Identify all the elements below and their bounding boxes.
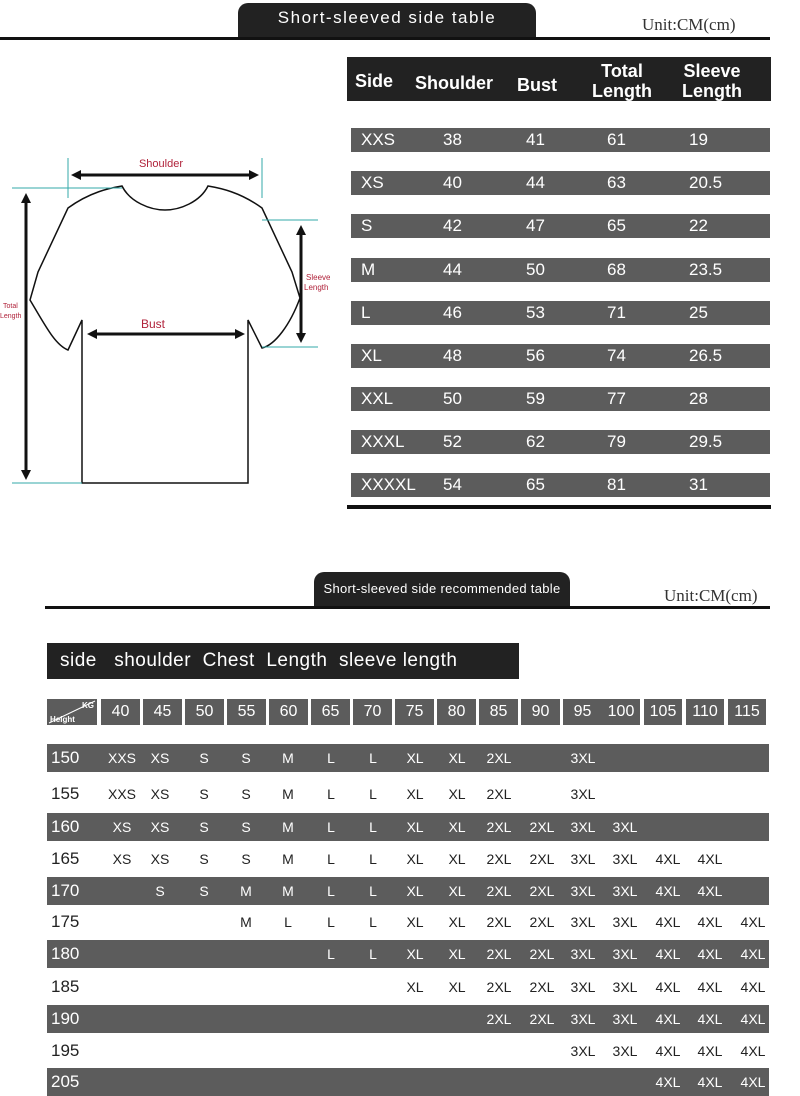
size-recommendation-cell: 4XL — [655, 979, 681, 995]
size-recommendation-cell: 4XL — [655, 1074, 681, 1090]
size-recommendation-cell: L — [369, 786, 377, 802]
kg-header-cell: 40 — [101, 699, 140, 725]
size-recommendation-cell: 2XL — [486, 946, 512, 962]
size-cell: 56 — [526, 346, 545, 365]
size-recommendation-cell: S — [241, 750, 251, 766]
size-recommendation-cell: XS — [150, 819, 170, 835]
bust-label: Bust — [140, 317, 166, 331]
size-recommendation-cell: 3XL — [570, 979, 596, 995]
recommend-row — [47, 1037, 769, 1065]
kg-header-cell: 90 — [521, 699, 560, 725]
size-recommendation-cell: 3XL — [570, 1011, 596, 1027]
size-table-title-tab — [238, 3, 536, 39]
size-recommendation-cell: S — [199, 819, 209, 835]
size-recommendation-cell: M — [240, 883, 252, 899]
size-cell: 50 — [443, 389, 462, 408]
size-recommendation-cell: XL — [406, 979, 424, 995]
kg-header-cell: 110 — [686, 699, 724, 725]
size-recommendation-cell: 4XL — [697, 1011, 723, 1027]
hdr-bust: Bust — [517, 75, 557, 95]
size-table-title: Short-sleeved side table — [277, 8, 497, 27]
size-recommendation-cell: XL — [406, 851, 424, 867]
size-cell: 40 — [443, 173, 462, 192]
kg-header-cell: 80 — [437, 699, 476, 725]
size-recommendation-cell: L — [369, 750, 377, 766]
recommend-row — [47, 877, 769, 905]
size-recommendation-cell: 3XL — [570, 851, 596, 867]
size-recommendation-cell: M — [282, 819, 294, 835]
hdr-sleeve-length: Sleeve Length — [682, 61, 742, 101]
size-cell: 65 — [526, 475, 545, 494]
size-recommendation-cell: L — [369, 946, 377, 962]
kg-header-cell: 45 — [143, 699, 182, 725]
size-recommendation-cell: M — [282, 883, 294, 899]
size-recommendation-cell: XS — [150, 851, 170, 867]
size-recommendation-cell: M — [240, 914, 252, 930]
size-cell: 65 — [607, 216, 626, 235]
size-recommendation-cell: 4XL — [697, 851, 723, 867]
size-recommendation-cell: XS — [150, 750, 170, 766]
recommend-row — [47, 973, 769, 1001]
size-row — [351, 171, 770, 195]
size-cell: 63 — [607, 173, 626, 192]
size-cell: 52 — [443, 432, 462, 451]
size-recommendation-cell: XL — [448, 914, 466, 930]
size-recommendation-cell: 4XL — [655, 946, 681, 962]
kg-header-cell: 115 — [728, 699, 766, 725]
size-recommendation-cell: 2XL — [529, 979, 555, 995]
hdr-side: Side — [354, 71, 393, 91]
size-recommendation-cell: 4XL — [697, 883, 723, 899]
size-recommendation-cell: M — [282, 851, 294, 867]
size-cell: XXXL — [361, 432, 405, 451]
size-recommendation-cell: L — [327, 786, 335, 802]
size-cell: 53 — [526, 303, 545, 322]
kg-header-cell: 60 — [269, 699, 308, 725]
size-cell: 38 — [443, 130, 462, 149]
shoulder-label: Shoulder — [138, 158, 184, 170]
recommend-title-tab — [314, 572, 570, 608]
height-value: 180 — [51, 944, 80, 963]
recommend-rule — [45, 606, 770, 609]
size-cell: 71 — [607, 303, 626, 322]
recommend-row — [47, 813, 769, 841]
size-recommendation-cell: S — [199, 750, 209, 766]
size-cell: 48 — [443, 346, 462, 365]
size-recommendation-cell: 3XL — [570, 1043, 596, 1059]
size-recommendation-cell: XL — [406, 914, 424, 930]
size-recommendation-cell: 4XL — [740, 946, 766, 962]
size-recommendation-cell: 3XL — [612, 1043, 638, 1059]
sleeve-length-label-1: Sleeve — [306, 273, 330, 282]
recommend-header-text: side shoulder Chest Length sleeve length — [60, 650, 458, 671]
kg-header-cell: 75 — [395, 699, 434, 725]
size-recommendation-cell: S — [241, 819, 251, 835]
size-cell: 28 — [689, 389, 708, 408]
sleeve-length-label-2: Length — [304, 283, 329, 292]
size-recommendation-cell: 2XL — [529, 946, 555, 962]
hdr-total-length: Total Length — [592, 61, 652, 101]
size-recommendation-cell: 3XL — [570, 819, 596, 835]
size-recommendation-cell: 3XL — [570, 883, 596, 899]
size-recommendation-cell: XL — [448, 979, 466, 995]
recommend-row — [47, 1068, 769, 1096]
recommend-row — [47, 940, 769, 968]
size-cell: 25 — [689, 303, 708, 322]
size-recommendation-cell: 3XL — [612, 914, 638, 930]
hdr-shoulder: Shoulder — [414, 73, 493, 93]
kg-header-cell: 70 — [353, 699, 392, 725]
size-recommendation-cell: 3XL — [612, 819, 638, 835]
size-recommendation-cell: 4XL — [655, 914, 681, 930]
height-kg-corner — [47, 699, 97, 725]
kg-header-cell: 95 — [563, 699, 602, 725]
height-value: 190 — [51, 1009, 80, 1028]
kg-header-cell: 55 — [227, 699, 266, 725]
size-recommendation-cell: L — [327, 946, 335, 962]
size-recommendation-cell: L — [327, 750, 335, 766]
recommend-title: Short-sleeved side recommended table — [323, 581, 561, 596]
size-recommendation-cell: 2XL — [529, 914, 555, 930]
size-recommendation-cell: XL — [406, 750, 424, 766]
size-recommendation-cell: XL — [406, 786, 424, 802]
size-cell: M — [361, 260, 376, 279]
size-recommendation-cell: XL — [406, 819, 424, 835]
size-recommendation-cell: XL — [406, 946, 424, 962]
size-recommendation-cell: 4XL — [740, 1011, 766, 1027]
size-recommendation-cell: 2XL — [529, 1011, 555, 1027]
size-recommendation-cell: XL — [448, 819, 466, 835]
size-recommendation-cell: XS — [112, 851, 132, 867]
size-recommendation-cell: 4XL — [740, 914, 766, 930]
size-cell: 44 — [443, 260, 462, 279]
size-row — [351, 214, 770, 238]
recommend-header — [47, 643, 519, 679]
size-recommendation-cell: 2XL — [486, 851, 512, 867]
size-recommendation-cell: 2XL — [529, 883, 555, 899]
size-recommendation-cell: 2XL — [486, 819, 512, 835]
corner-height: Height — [50, 715, 75, 724]
size-recommendation-cell: S — [241, 851, 251, 867]
size-recommendation-cell: 4XL — [697, 979, 723, 995]
size-row — [351, 387, 770, 411]
size-cell: 54 — [443, 475, 462, 494]
size-cell: 41 — [526, 130, 545, 149]
size-recommendation-cell: XL — [448, 946, 466, 962]
size-recommendation-cell: L — [369, 914, 377, 930]
height-value: 205 — [51, 1072, 80, 1091]
recommend-row — [47, 780, 769, 808]
size-cell: XS — [361, 173, 384, 192]
size-recommendation-cell: 4XL — [697, 914, 723, 930]
height-value: 185 — [51, 977, 80, 996]
size-recommendation-cell: M — [282, 786, 294, 802]
kg-header-cell: 100 — [602, 699, 640, 725]
size-table-unit: Unit:CM(cm) — [642, 15, 736, 34]
tshirt-diagram — [0, 150, 330, 495]
size-cell: 29.5 — [689, 432, 723, 451]
size-recommendation-cell: 4XL — [655, 851, 681, 867]
size-cell: 68 — [607, 260, 626, 279]
size-recommendation-cell: XL — [448, 851, 466, 867]
size-row — [351, 430, 770, 454]
size-recommendation-cell: 2XL — [486, 883, 512, 899]
size-row — [351, 473, 770, 497]
total-length-label-2: Length — [0, 313, 22, 320]
size-recommendation-cell: XL — [448, 883, 466, 899]
size-recommendation-cell: 3XL — [570, 946, 596, 962]
size-cell: 81 — [607, 475, 626, 494]
size-cell: 79 — [607, 432, 626, 451]
kg-header-cell: 50 — [185, 699, 224, 725]
size-recommendation-cell: S — [199, 883, 209, 899]
size-recommendation-cell: 4XL — [655, 1011, 681, 1027]
size-recommendation-cell: XS — [112, 819, 132, 835]
size-recommendation-cell: 4XL — [697, 1074, 723, 1090]
size-recommendation-cell: 2XL — [486, 786, 512, 802]
size-recommendation-cell: S — [241, 786, 251, 802]
size-cell: L — [361, 303, 371, 322]
size-cell: 46 — [443, 303, 462, 322]
size-recommendation-cell: 3XL — [570, 750, 596, 766]
size-row — [351, 258, 770, 282]
size-table-rule — [0, 37, 770, 40]
size-recommendation-cell: 3XL — [612, 851, 638, 867]
size-cell: S — [361, 216, 373, 235]
size-recommendation-cell: 4XL — [740, 1043, 766, 1059]
kg-header-cell: 105 — [644, 699, 682, 725]
size-cell: XXS — [361, 130, 396, 149]
recommend-row — [47, 845, 769, 873]
size-cell: 22 — [689, 216, 708, 235]
size-cell: 31 — [689, 475, 708, 494]
height-value: 175 — [51, 912, 80, 931]
size-recommendation-cell: 2XL — [486, 979, 512, 995]
size-recommendation-cell: 3XL — [612, 946, 638, 962]
height-value: 160 — [51, 817, 80, 836]
size-cell: 42 — [443, 216, 462, 235]
size-cell: 59 — [526, 389, 545, 408]
size-cell: 62 — [526, 432, 545, 451]
size-recommendation-cell: S — [199, 851, 209, 867]
size-recommendation-cell: L — [369, 851, 377, 867]
size-recommendation-cell: 3XL — [612, 883, 638, 899]
size-recommendation-cell: XS — [150, 786, 170, 802]
size-recommendation-cell: L — [327, 851, 335, 867]
size-recommendation-cell: S — [155, 883, 165, 899]
size-cell: XXL — [361, 389, 394, 408]
size-recommendation-cell: L — [369, 819, 377, 835]
size-recommendation-cell: 3XL — [570, 914, 596, 930]
kg-header-cell: 85 — [479, 699, 518, 725]
corner-kg: KG — [82, 701, 94, 710]
size-recommendation-cell: 4XL — [740, 979, 766, 995]
size-recommendation-cell: XL — [448, 750, 466, 766]
size-cell: 50 — [526, 260, 545, 279]
size-cell: 20.5 — [689, 173, 723, 192]
size-recommendation-cell: XXS — [107, 786, 136, 802]
size-recommendation-cell: 3XL — [612, 979, 638, 995]
size-cell: 77 — [607, 389, 626, 408]
recommend-row — [47, 1005, 769, 1033]
height-value: 195 — [51, 1041, 80, 1060]
size-recommendation-cell: XXS — [107, 750, 136, 766]
size-cell: 47 — [526, 216, 545, 235]
size-recommendation-cell: 3XL — [570, 786, 596, 802]
size-recommendation-cell: 2XL — [486, 1011, 512, 1027]
size-recommendation-cell: L — [369, 883, 377, 899]
size-cell: 23.5 — [689, 260, 723, 279]
size-table-header — [347, 57, 771, 101]
kg-header-cell: 65 — [311, 699, 350, 725]
size-cell: 19 — [689, 130, 708, 149]
size-recommendation-cell: L — [327, 819, 335, 835]
size-recommendation-cell: 4XL — [697, 1043, 723, 1059]
height-value: 170 — [51, 881, 80, 900]
recommend-row — [47, 744, 769, 772]
size-recommendation-cell: 4XL — [655, 883, 681, 899]
size-recommendation-cell: S — [199, 786, 209, 802]
size-recommendation-cell: 2XL — [529, 851, 555, 867]
size-cell: 74 — [607, 346, 626, 365]
recommend-row — [47, 908, 769, 936]
height-value: 165 — [51, 849, 80, 868]
size-cell: 61 — [607, 130, 626, 149]
size-recommendation-cell: 2XL — [486, 914, 512, 930]
size-recommendation-cell: M — [282, 750, 294, 766]
size-row — [351, 344, 770, 368]
size-row — [351, 128, 770, 152]
size-cell: XXXXL — [361, 475, 416, 494]
size-recommendation-cell: 2XL — [529, 819, 555, 835]
height-value: 155 — [51, 784, 80, 803]
size-row — [351, 301, 770, 325]
recommend-unit: Unit:CM(cm) — [664, 586, 758, 605]
size-cell: 26.5 — [689, 346, 723, 365]
size-recommendation-cell: 4XL — [740, 1074, 766, 1090]
size-cell: XL — [361, 346, 382, 365]
size-recommendation-cell: 4XL — [697, 946, 723, 962]
size-recommendation-cell: L — [327, 914, 335, 930]
size-cell: 44 — [526, 173, 545, 192]
size-table-bottom-rule — [347, 505, 771, 509]
size-recommendation-cell: 3XL — [612, 1011, 638, 1027]
size-recommendation-cell: 4XL — [655, 1043, 681, 1059]
size-recommendation-cell: 2XL — [486, 750, 512, 766]
size-recommendation-cell: L — [284, 914, 292, 930]
size-recommendation-cell: XL — [406, 883, 424, 899]
size-recommendation-cell: L — [327, 883, 335, 899]
size-recommendation-cell: XL — [448, 786, 466, 802]
total-length-label-1: Total — [3, 303, 18, 310]
height-value: 150 — [51, 748, 80, 767]
